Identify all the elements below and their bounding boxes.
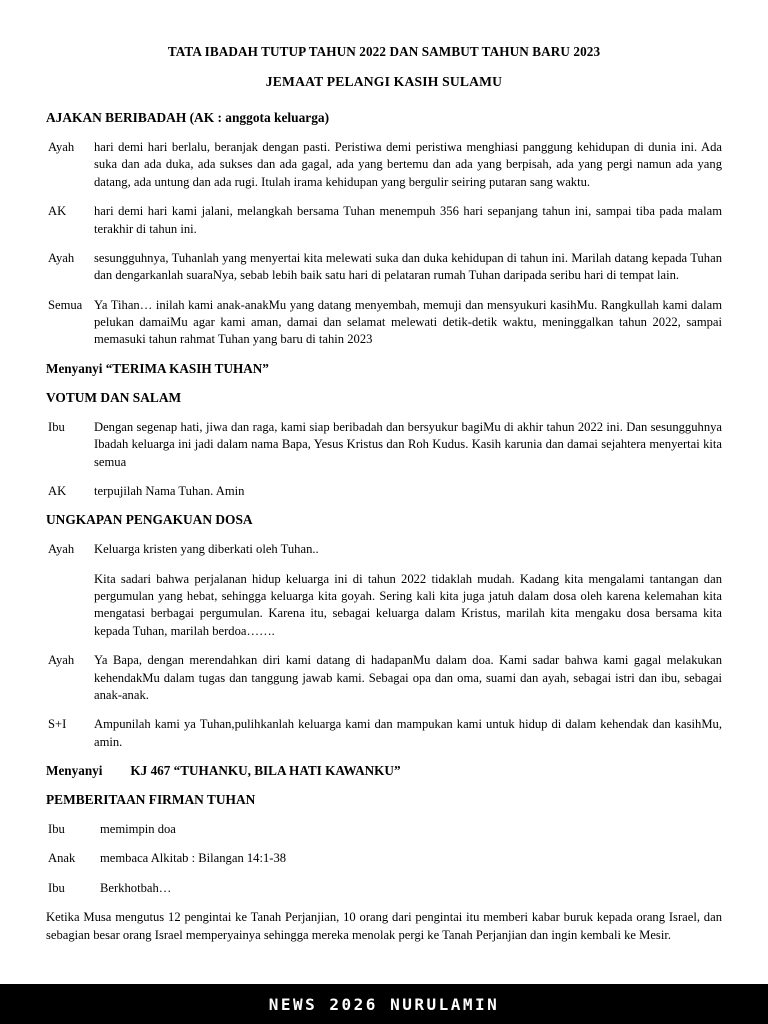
page-title: TATA IBADAH TUTUP TAHUN 2022 DAN SAMBUT TAHUN BARU 2023 [167,44,601,59]
section-heading-firman: PEMBERITAAN FIRMAN TUHAN [46,792,256,807]
dialogue-text: sesungguhnya, Tuhanlah yang menyertai kita melewati suka dan duka kehidupan di tahun ini. Marilah datang kepada Tuhan dan dengarkanlah suaraNya, sebab lebih baik satu hari di pelataran rumah Tuhan daripada seribu hari di tempat lain. [94,250,722,283]
dialogue-row [46,821,722,838]
dialogue-text: Ya Tihan… inilah kami anak-anakMu yang datang menyembah, memuji dan mensyukuri kasihMu. Rangkullah kami dalam pelukan damaiMu agar kami aman, damai dan selamat melewati detik-detik waktu, meninggalkan tahun 2022, sampai memasuki tahun rahmat Tuhan yang baru di tahin 2023 [94,297,722,347]
dialogue-row [46,850,722,867]
dialogue-text: hari demi hari kami jalani, melangkah bersama Tuhan menempuh 356 hari sepanjang tahun ini, sampai tiba pada malam terakhir di tahun ini. [94,204,722,236]
firman-body-paragraph: Ketika Musa mengutus 12 pengintai ke Tanah Perjanjian, 10 orang dari pengintai itu memberi kabar buruk kepada orang Israel, dan sebagian besar orang Israel memperyainya sehingga mereka menolak pergi ke Tanah Perjanjian dan ingin kembali ke Mesir. [46,910,722,942]
speaker-label: Ayah [48,653,75,668]
speaker-label: Ibu [48,419,65,434]
dialogue-text: terpujilah Nama Tuhan. Amin [94,483,245,498]
speaker-label: AK [48,483,67,498]
dialogue-text: Dengan segenap hati, jiwa dan raga, kami siap beribadah dan bersyukur bagiMu di akhir tahun 2022 ini. Dan sesungguhnya Ibadah keluarga ini jadi dalam nama Bapa, Yesus Kristus dan Roh Kudus. Kasih karunia dan damai sejahtera menyertai kita semua [94,419,722,469]
song-entry-2 [46,763,722,779]
speaker-label: Anak [48,851,76,866]
dialogue-row [46,880,722,897]
dialogue-row [46,250,722,285]
pengakuan-body-paragraph: Kita sadari bahwa perjalanan hidup keluarga ini di tahun 2022 tidaklah mudah. Kadang kita mengalami tantangan dan pergumulan yang hebat, sehingga keluarga kita goyah. Sering kali kita juga jatuh dalam dosa oleh karena kelemahan kita mengatasi berbagai pergumulan. Karena itu, sebagai keluarga dalam Kristus, marilah kita mengaku dosa bersama kita kepada Tuhan, marilah berdoa……. [94,571,722,638]
speaker-label: Ayah [48,140,75,154]
page-subtitle: JEMAAT PELANGI KASIH SULAMU [265,74,503,89]
dialogue-row [46,483,722,500]
dialogue-row [46,419,722,471]
dialogue-row [46,652,722,704]
dialogue-text: Keluarga kristen yang diberkati oleh Tuhan.. [94,542,319,557]
song-entry-1: Menyanyi “TERIMA KASIH TUHAN” [46,360,269,376]
speaker-label: Ibu [48,880,65,895]
dialogue-text: membaca Alkitab : Bilangan 14:1-38 [100,851,287,866]
song-label: Menyanyi [46,763,103,778]
speaker-label: AK [48,204,67,219]
speaker-label: Ayah [48,542,75,557]
dialogue-row [46,716,722,751]
dialogue-text: hari demi hari berlalu, beranjak dengan pasti. Peristiwa demi peristiwa menghiasi panggung kehidupan di dunia ini. Ada suka dan ada duka, ada sukses dan ada gagal, ada yang bertemu dan ada yang berpisah, ada yang pergi namun ada yang datang, ada untung dan ada rugi. Itulah irama kehidupan yang bergulir seiring putaran sang waktu. [94,140,722,189]
dialogue-text: memimpin doa [100,822,176,836]
dialogue-text: Berkhotbah… [100,880,172,895]
song-title: KJ 467 “TUHANKU, BILA HATI KAWANKU” [130,763,401,778]
section-heading-ajakan: AJAKAN BERIBADAH (AK : anggota keluarga) [46,110,330,125]
dialogue-text: Ampunilah kami ya Tuhan,pulihkanlah keluarga kami dan mampukan kami untuk hidup di dalam kehendak dan kasihMu, amin. [94,717,722,749]
speaker-label: S+I [48,717,67,732]
speaker-label: Ibu [48,822,65,836]
watermark-bar [0,984,768,1024]
watermark-text: NEWS 2026 NURULAMIN [268,994,500,1014]
dialogue-row [46,541,722,558]
section-heading-pengakuan: UNGKAPAN PENGAKUAN DOSA [46,512,253,528]
dialogue-row [46,297,722,349]
dialogue-row [46,139,722,191]
dialogue-row [46,203,722,238]
section-heading-votum: VOTUM DAN SALAM [46,389,182,405]
speaker-label: Ayah [48,250,75,265]
dialogue-text: Ya Bapa, dengan merendahkan diri kami datang di hadapanMu dalam doa. Kami sadar bahwa kami gagal melakukan kehendakMu dalam tugas dan tanggung jawab kami. Sebagai opa dan oma, suami dan ayah, sebagai istri dan ibu, sebagai anak-anak. [94,653,722,702]
speaker-label: Semua [48,297,83,312]
